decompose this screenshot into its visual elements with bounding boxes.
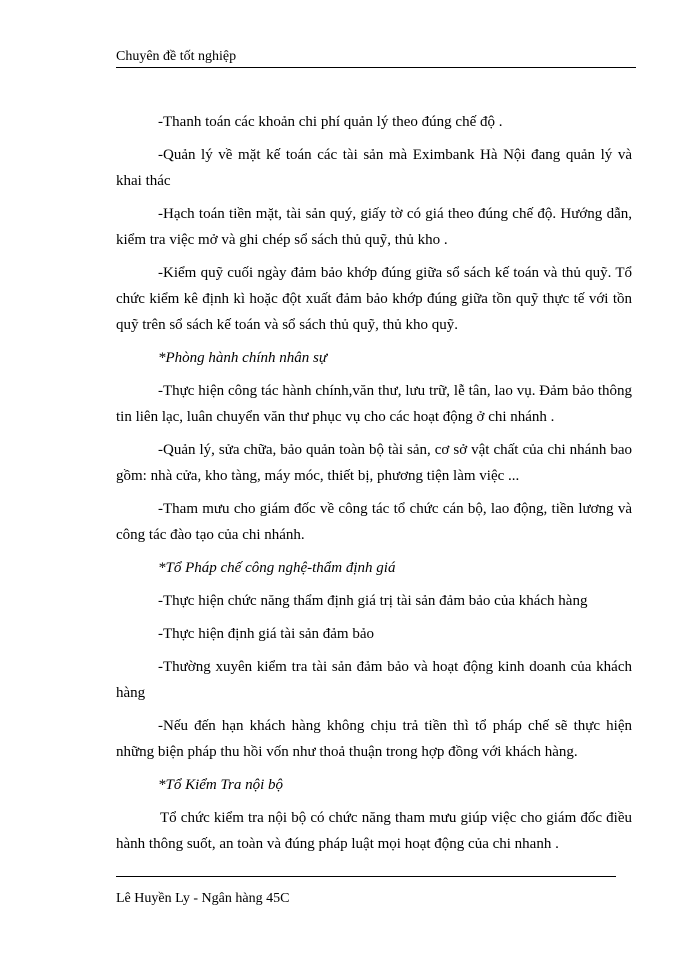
paragraph: -Hạch toán tiền mặt, tài sản quý, giấy tờ có giá theo đúng chế độ. Hướng dẫn, kiểm tra việc mở và ghi chép sổ sách thủ quỹ, thủ kho .: [116, 206, 632, 248]
footer-author: Lê Huyền Ly - Ngân hàng 45C: [116, 891, 290, 906]
paragraph: -Thực hiện chức năng thẩm định giá trị tài sản đảm bảo của khách hàng: [158, 593, 588, 609]
section-heading: *Tổ Kiểm Tra nội bộ: [158, 777, 284, 793]
page-header: [116, 49, 636, 68]
paragraph: -Quản lý, sửa chữa, bảo quản toàn bộ tài sản, cơ sở vật chất của chi nhánh bao gồm: nhà cửa, kho tàng, máy móc, thiết bị, phương tiện làm việc ...: [116, 442, 632, 484]
paragraph: Tổ chức kiểm tra nội bộ có chức năng tham mưu giúp việc cho giám đốc điều hành thông suốt, an toàn và đúng pháp luật mọi hoạt động của chi nhanh .: [116, 810, 632, 852]
paragraph: -Thực hiện định giá tài sản đảm bảo: [158, 626, 374, 642]
header-title: Chuyên đề tốt nghiệp: [116, 49, 237, 64]
paragraph: -Tham mưu cho giám đốc về công tác tổ chức cán bộ, lao động, tiền lương và công tác đào tạo của chi nhánh.: [116, 501, 632, 543]
paragraph: -Thường xuyên kiểm tra tài sản đảm bảo và hoạt động kinh doanh của khách hàng: [116, 659, 632, 701]
section-heading: *Tổ Pháp chế công nghệ-thẩm định giá: [158, 560, 396, 576]
document-body: [116, 109, 632, 864]
paragraph: -Kiểm quỹ cuối ngày đảm bảo khớp đúng giữa sổ sách kế toán và thủ quỹ. Tổ chức kiểm kê định kì hoặc đột xuất đảm bảo khớp đúng giữa tồn quỹ thực tế với tồn quỹ trên sổ sách kế toán và sổ sách thủ quỹ, thủ kho quỹ.: [116, 265, 632, 333]
paragraph: -Quản lý về mặt kế toán các tài sản mà Eximbank Hà Nội đang quản lý và khai thác: [116, 147, 632, 189]
paragraph: -Nếu đến hạn khách hàng không chịu trả tiền thì tổ pháp chế sẽ thực hiện những biện pháp thu hồi vốn như thoả thuận trong hợp đồng với khách hàng.: [116, 718, 632, 760]
section-heading: *Phòng hành chính nhân sự: [158, 350, 328, 366]
page-footer: [116, 876, 616, 907]
paragraph: -Thực hiện công tác hành chính,văn thư, lưu trữ, lễ tân, lao vụ. Đảm bảo thông tin liên lạc, luân chuyển văn thư phục vụ cho các hoạt động ở chi nhánh .: [116, 383, 632, 425]
paragraph: -Thanh toán các khoản chi phí quản lý theo đúng chế độ .: [158, 114, 503, 130]
